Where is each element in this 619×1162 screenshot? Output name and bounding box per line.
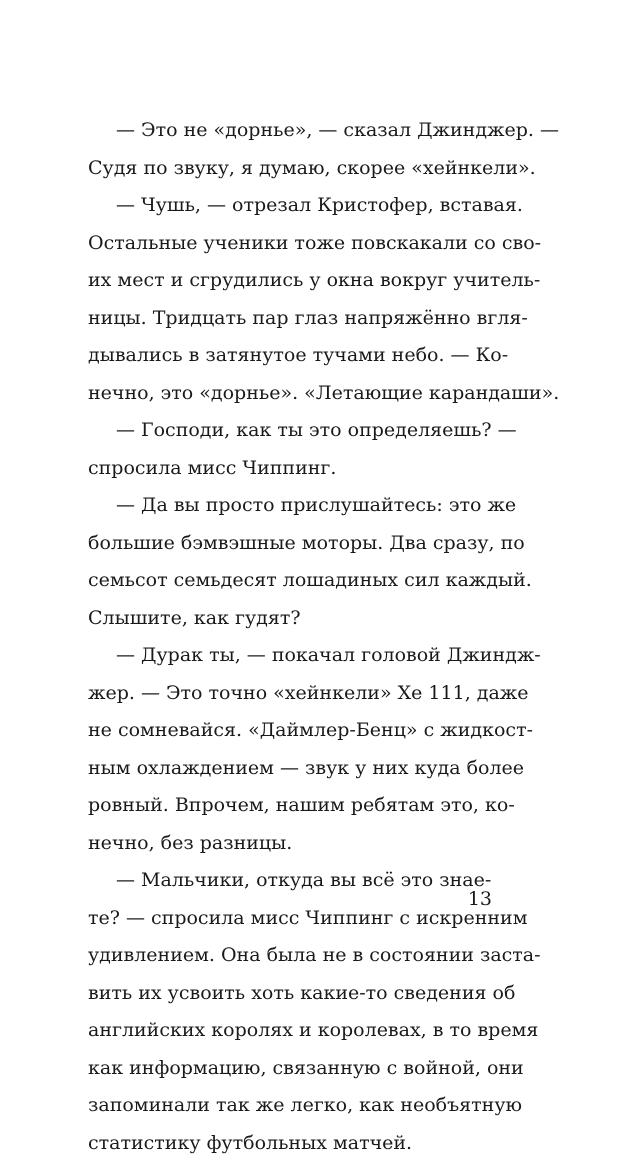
text-line-9: — Господи, как ты это определяешь? — — [88, 412, 490, 450]
text-line-10: спросила мисс Чиппинг. — [88, 450, 490, 488]
text-line-21: — Мальчики, откуда вы всё это знае- — [88, 862, 490, 900]
text-line-19: ровный. Впрочем, нашим ребятам это, ко- — [88, 787, 490, 825]
text-line-5: их мест и сгрудились у окна вокруг учитель- — [88, 262, 490, 300]
text-line-17: не сомневайся. «Даймлер-Бенц» с жидкост- — [88, 712, 490, 750]
page-number: 13 — [462, 884, 492, 914]
text-line-1: — Это не «дорнье», — сказал Джинджер. — — [88, 112, 490, 150]
text-line-24: вить их усвоить хоть какие-то сведения об — [88, 975, 490, 1013]
text-line-3: — Чушь, — отрезал Кристофер, вставая. — [88, 187, 490, 225]
text-line-23: удивлением. Она была не в состоянии заста- — [88, 937, 490, 975]
text-line-13: семьсот семьдесят лошадиных сил каждый. — [88, 562, 490, 600]
text-line-15: — Дурак ты, — покачал головой Джиндж- — [88, 637, 490, 675]
text-line-8: нечно, это «дорнье». «Летающие карандаши». — [88, 375, 490, 413]
text-line-12: большие бэмвэшные моторы. Два сразу, по — [88, 525, 490, 563]
text-line-11: — Да вы просто прислушайтесь: это же — [88, 487, 490, 525]
text-line-26: как информацию, связанную с войной, они — [88, 1050, 490, 1088]
body-text — [88, 112, 490, 1162]
text-line-14: Слышите, как гудят? — [88, 600, 490, 638]
text-line-25: английских королях и королевах, в то время — [88, 1012, 490, 1050]
text-line-7: дывались в затянутое тучами небо. — Ко- — [88, 337, 490, 375]
text-line-27: запоминали так же легко, как необъятную — [88, 1087, 490, 1125]
text-line-18: ным охлаждением — звук у них куда более — [88, 750, 490, 788]
text-line-22: те? — спросила мисс Чиппинг с искренним — [88, 900, 490, 938]
text-line-20: нечно, без разницы. — [88, 825, 490, 863]
text-line-2: Судя по звуку, я думаю, скорее «хейнкели». — [88, 150, 490, 188]
text-line-28: статистику футбольных матчей. — [88, 1125, 490, 1162]
text-line-4: Остальные ученики тоже повскакали со сво- — [88, 225, 490, 263]
text-line-6: ницы. Тридцать пар глаз напряжённо вгля- — [88, 300, 490, 338]
text-line-16: жер. — Это точно «хейнкели» Хе 111, даже — [88, 675, 490, 713]
